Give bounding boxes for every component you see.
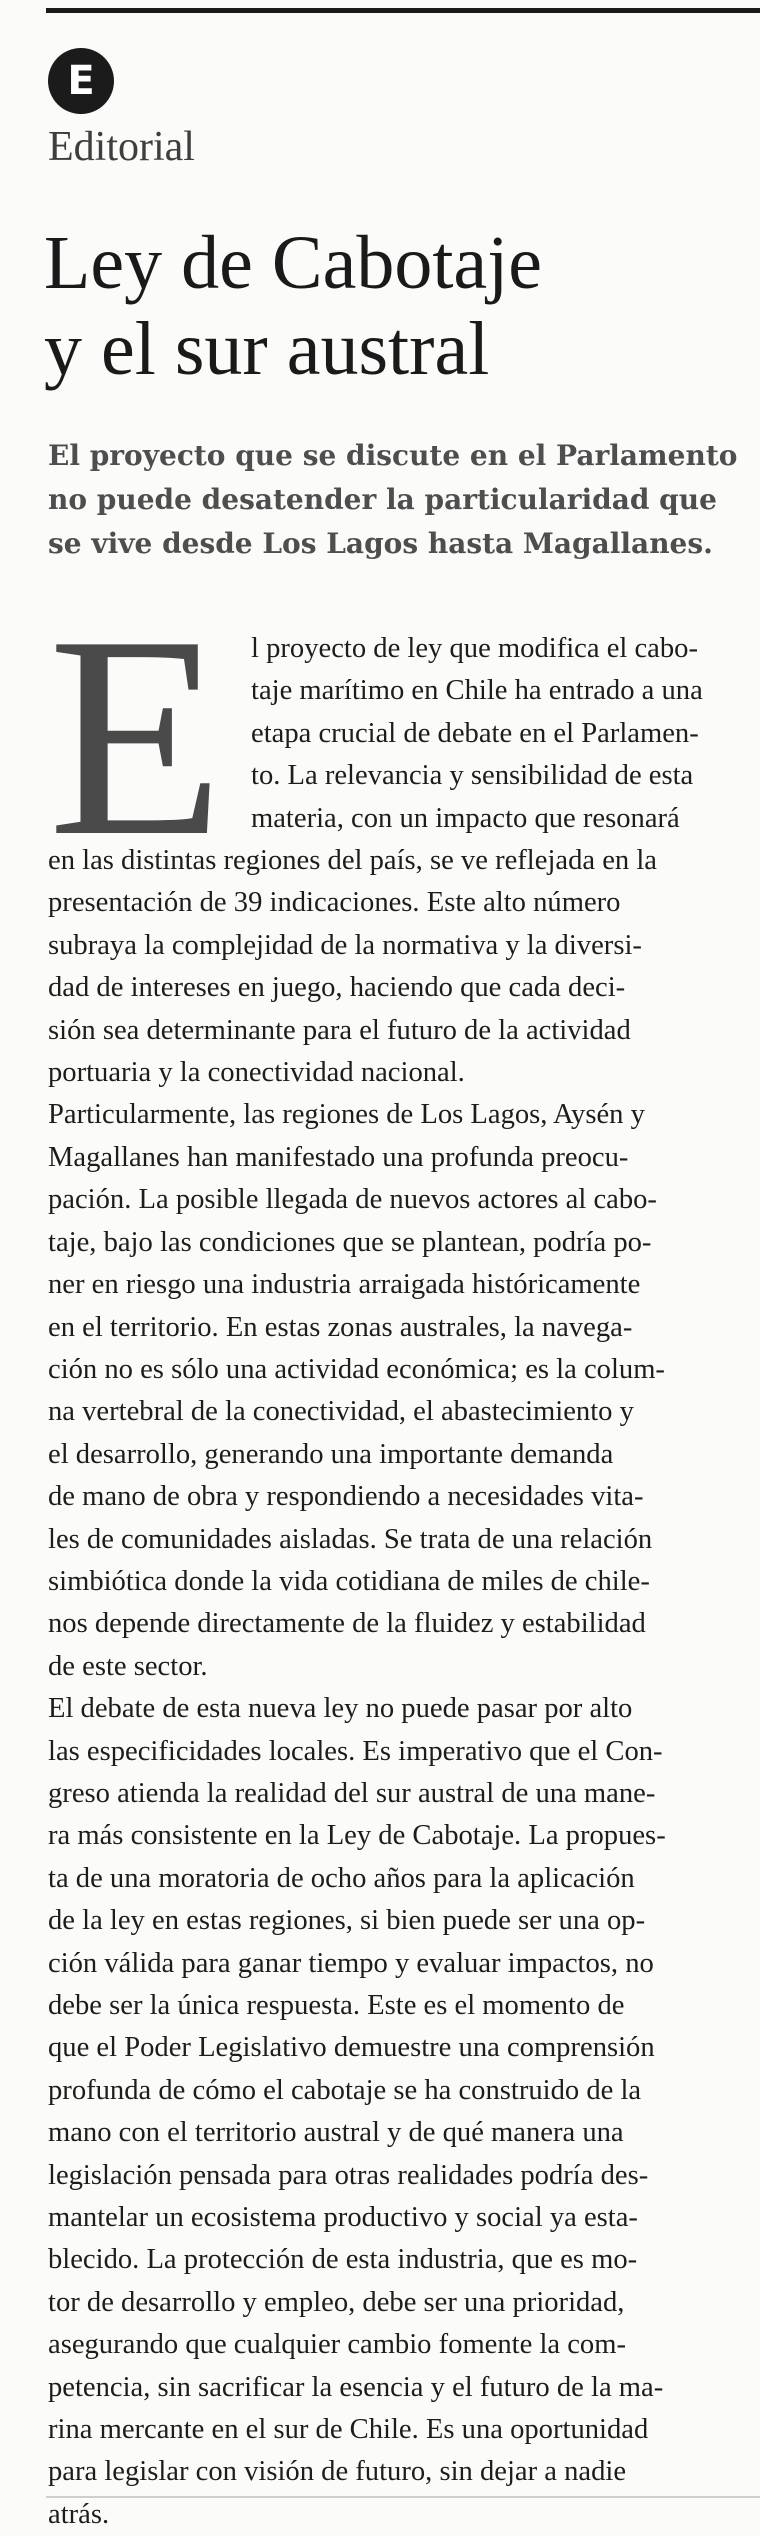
text-line: Particularmente, las regiones de Los Lagos, Aysén y bbox=[48, 1099, 645, 1131]
text-line: de este sector. bbox=[48, 1650, 208, 1682]
text-line: taje marítimo en Chile ha entrado a una bbox=[251, 675, 703, 707]
text-line: etapa crucial de debate en el Parlamen- bbox=[251, 717, 699, 749]
text-line: ción no es sólo una actividad económica; es la colum- bbox=[48, 1353, 665, 1385]
text-line: de mano de obra y respondiendo a necesidades vita- bbox=[48, 1481, 644, 1513]
text-line: legislación pensada para otras realidades podría des- bbox=[48, 2159, 649, 2191]
text-line: presentación de 39 indicaciones. Este alto número bbox=[48, 887, 621, 919]
text-line: ner en riesgo una industria arraigada históricamente bbox=[48, 1269, 641, 1301]
text-line: simbiótica donde la vida cotidiana de miles de chile- bbox=[48, 1565, 650, 1597]
text-line: subraya la complejidad de la normativa y la diversi- bbox=[48, 929, 642, 961]
deck bbox=[48, 434, 748, 566]
text-line: debe ser la única respuesta. Este es el momento de bbox=[48, 1990, 625, 2021]
text-line: que el Poder Legislativo demuestre una comprensión bbox=[48, 2032, 655, 2064]
text-line: rina mercante en el sur de Chile. Es una oportunidad bbox=[48, 2414, 649, 2446]
deck-line: El proyecto que se discute en el Parlamento bbox=[48, 439, 738, 472]
deck-line: no puede desatender la particularidad que bbox=[48, 483, 717, 516]
text-line: de la ley en estas regiones, si bien puede ser una op- bbox=[48, 1905, 646, 1937]
text-line: greso atienda la realidad del sur austral de una mane- bbox=[48, 1777, 656, 1809]
text-line: pación. La posible llegada de nuevos actores al cabo- bbox=[48, 1184, 657, 1216]
editorial-badge-icon: E bbox=[48, 48, 114, 114]
text-line: materia, con un impacto que resonará bbox=[251, 802, 680, 834]
text-line: atrás. bbox=[48, 2498, 110, 2530]
headline-line: y el sur austral bbox=[44, 307, 490, 391]
text-line: na vertebral de la conectividad, el abastecimiento y bbox=[48, 1396, 634, 1428]
paragraph bbox=[48, 628, 758, 1094]
text-line: en el territorio. En estas zonas australes, la navega- bbox=[48, 1311, 633, 1343]
text-line: tor de desarrollo y empleo, debe ser una prioridad, bbox=[48, 2286, 625, 2318]
text-line: ra más consistente en la Ley de Cabotaje. La propues- bbox=[48, 1820, 666, 1852]
text-line: El debate de esta nueva ley no puede pasar por alto bbox=[48, 1693, 633, 1725]
text-line: blecido. La protección de esta industria, que es mo- bbox=[48, 2244, 638, 2276]
text-line: mantelar un ecosistema productivo y social ya esta- bbox=[48, 2202, 638, 2234]
text-line: portuaria y la conectividad nacional. bbox=[48, 1057, 465, 1089]
text-line: les de comunidades aisladas. Se trata de una relación bbox=[48, 1523, 653, 1555]
text-line: l proyecto de ley que modifica el cabo- bbox=[251, 633, 698, 664]
headline-line: Ley de Cabotaje bbox=[44, 221, 543, 305]
text-line: ción válida para ganar tiempo y evaluar impactos, no bbox=[48, 1947, 654, 1979]
paragraph bbox=[48, 1688, 758, 2536]
section-label: Editorial bbox=[48, 124, 195, 170]
text-line: sión sea determinante para el futuro de la actividad bbox=[48, 1014, 631, 1046]
text-line: petencia, sin sacrificar la esencia y el futuro de la ma- bbox=[48, 2371, 664, 2403]
text-line: dad de intereses en juego, haciendo que cada deci- bbox=[48, 972, 626, 1004]
drop-cap: E bbox=[48, 577, 224, 896]
headline bbox=[44, 220, 744, 392]
bottom-rule bbox=[46, 2496, 760, 2498]
text-line: nos depende directamente de la fluidez y estabilidad bbox=[48, 1608, 646, 1640]
text-line: ta de una moratoria de ocho años para la aplicación bbox=[48, 1862, 635, 1894]
text-line: para legislar con visión de futuro, sin dejar a nadie bbox=[48, 2456, 627, 2488]
article-body bbox=[48, 628, 758, 2536]
text-line: las especificidades locales. Es imperativo que el Con- bbox=[48, 1735, 663, 1767]
text-line: taje, bajo las condiciones que se plantean, podría po- bbox=[48, 1226, 652, 1258]
text-line: el desarrollo, generando una importante demanda bbox=[48, 1438, 614, 1470]
text-line: asegurando que cualquier cambio fomente la com- bbox=[48, 2329, 626, 2361]
top-rule bbox=[46, 8, 760, 13]
text-line: to. La relevancia y sensibilidad de esta bbox=[251, 760, 694, 792]
deck-line: se vive desde Los Lagos hasta Magallanes. bbox=[48, 527, 713, 560]
text-line: mano con el territorio austral y de qué manera una bbox=[48, 2117, 624, 2149]
paragraph bbox=[48, 1094, 758, 1688]
text-line: en las distintas regiones del país, se ve reflejada en la bbox=[48, 845, 657, 877]
text-line: profunda de cómo el cabotaje se ha construido de la bbox=[48, 2074, 642, 2106]
text-line: Magallanes han manifestado una profunda preocu- bbox=[48, 1141, 629, 1173]
